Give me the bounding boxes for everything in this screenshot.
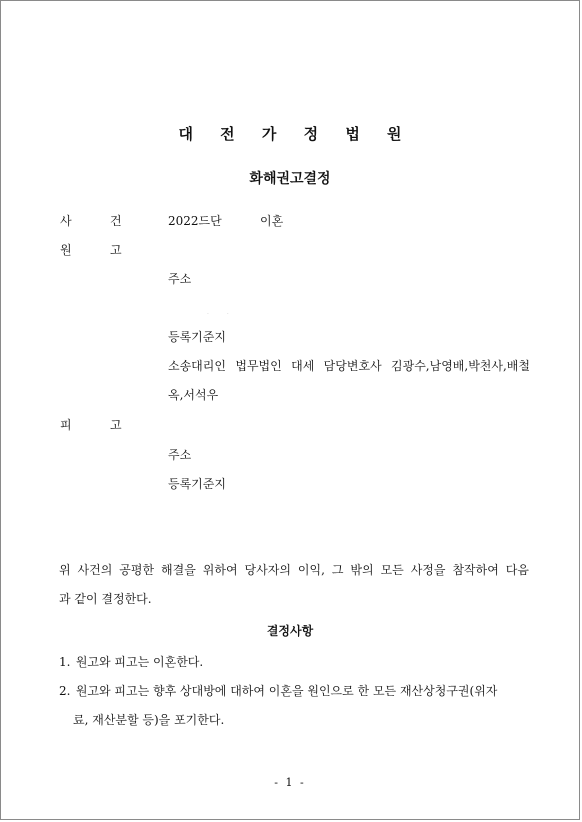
plaintiff-registry-label: 등록기준지	[168, 330, 226, 344]
plaintiff-counsel-line1: 소송대리인 법무법인 대세 담당변호사 김광수,남영배,박천사,배철	[168, 359, 530, 373]
redaction-mark: · ·	[207, 311, 237, 318]
decision-item: 2. 원고와 피고는 향후 상대방에 대하여 이혼을 원인으로 한 모든 재산상청구권(위자	[59, 684, 498, 698]
decision-item: 1. 원고와 피고는 이혼한다.	[59, 655, 204, 669]
decision-item-continuation: 료, 재산분할 등)을 포기한다.	[73, 713, 225, 727]
intro-line-1: 위 사건의 공평한 해결을 위하여 당사자의 이익, 그 밖의 모든 사정을 참작하여 다음	[59, 563, 529, 577]
defendant-label: 피 고	[60, 418, 122, 432]
court-name: 대 전 가 정 법 원	[178, 125, 413, 143]
defendant-registry-label: 등록기준지	[168, 477, 226, 491]
decision-title: 결정사항	[266, 624, 314, 638]
case-type: 이혼	[260, 214, 284, 228]
intro-line-2: 과 같이 결정한다.	[59, 592, 152, 606]
case-label: 사 건	[60, 214, 122, 228]
plaintiff-counsel-line2: 옥,서석우	[168, 388, 219, 402]
plaintiff-address-label: 주소	[168, 272, 192, 286]
page-number: - 1 -	[274, 776, 306, 789]
defendant-address-label: 주소	[168, 448, 192, 462]
plaintiff-label: 원 고	[60, 243, 122, 257]
document-title: 화해권고결정	[249, 171, 331, 187]
case-number: 2022드단	[168, 214, 222, 228]
